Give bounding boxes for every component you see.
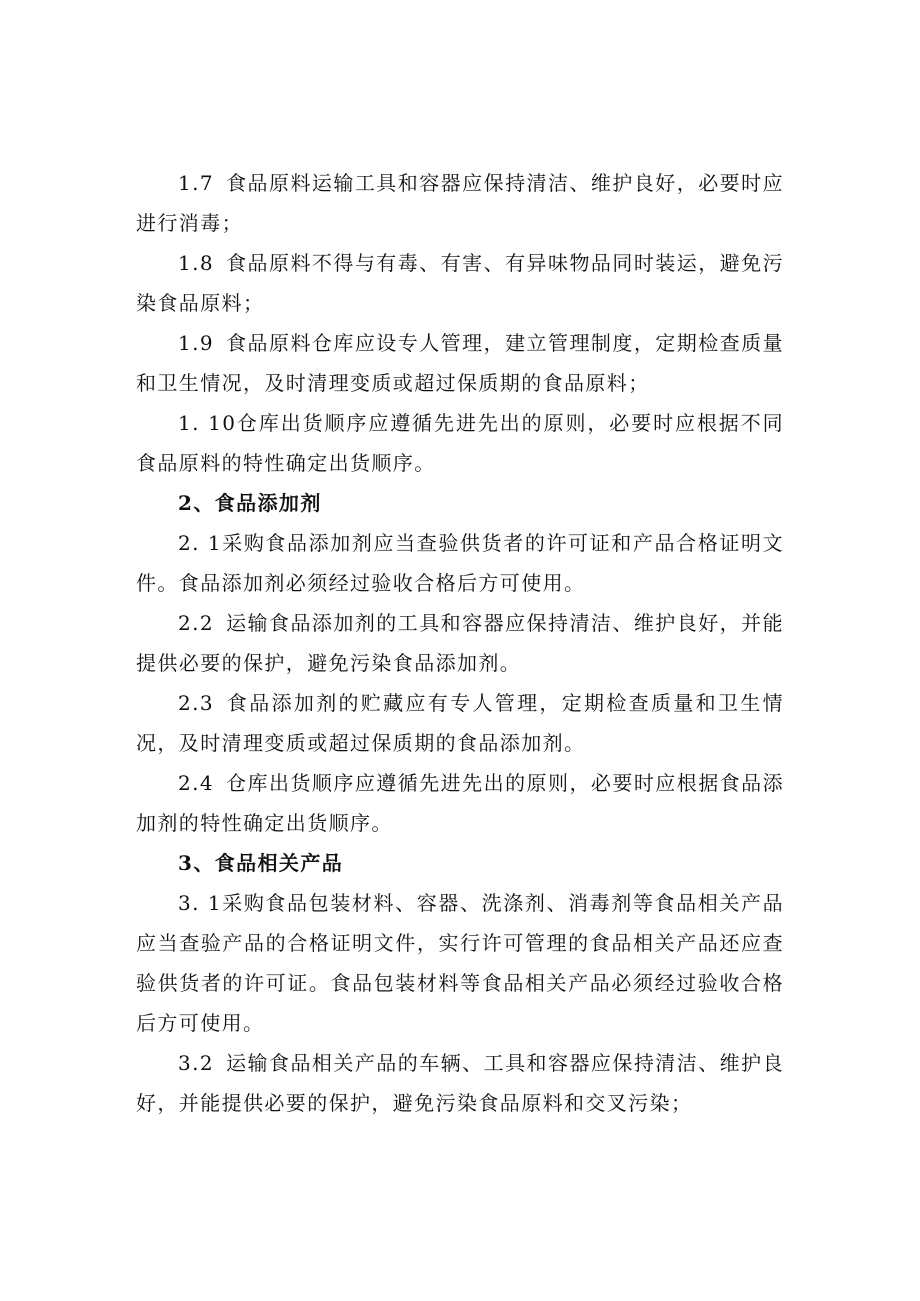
clause-text: 运输食品添加剂的工具和容器应保持清洁、维护良好，并能提供必要的保护，避免污染食品添加剂。: [136, 611, 784, 675]
clause-text: 运输食品相关产品的车辆、工具和容器应保持清洁、维护良好，并能提供必要的保护，避免污染食品原料和交叉污染；: [136, 1051, 784, 1115]
clause-number: 3. 1: [178, 891, 222, 915]
clause-3-2: [136, 1043, 784, 1123]
clause-1-8: [136, 243, 784, 323]
clause-number: 1.7: [178, 171, 215, 195]
clause-1-9: [136, 323, 784, 403]
clause-3-1: [136, 883, 784, 1043]
section-heading-food-related-products: 3、食品相关产品: [178, 851, 344, 875]
clause-2-1: [136, 523, 784, 603]
clause-number: 2.2: [178, 611, 215, 635]
clause-1-10: [136, 403, 784, 483]
clause-text: 采购食品添加剂应当查验供货者的许可证和产品合格证明文件。食品添加剂必须经过验收合格后方可使用。: [136, 531, 784, 595]
clause-2-4: [136, 763, 784, 843]
section-heading-food-additives: 2、食品添加剂: [178, 491, 322, 515]
clause-number: 2. 1: [178, 531, 222, 555]
clause-number: 2.4: [178, 771, 215, 795]
clause-2-2: [136, 603, 784, 683]
clause-text: 仓库出货顺序应遵循先进先出的原则，必要时应根据不同食品原料的特性确定出货顺序。: [136, 411, 785, 475]
clause-number: 2.3: [178, 691, 215, 715]
clause-text: 食品原料不得与有毒、有害、有异味物品同时装运，避免污染食品原料；: [136, 251, 784, 315]
clause-number: 1.9: [178, 331, 215, 355]
clause-text: 食品原料仓库应设专人管理，建立管理制度，定期检查质量和卫生情况，及时清理变质或超过保质期的食品原料；: [136, 331, 784, 395]
clause-text: 食品添加剂的贮藏应有专人管理，定期检查质量和卫生情况，及时清理变质或超过保质期的食品添加剂。: [136, 691, 784, 755]
clause-text: 食品原料运输工具和容器应保持清洁、维护良好，必要时应进行消毒；: [136, 171, 784, 235]
clause-text: 仓库出货顺序应遵循先进先出的原则，必要时应根据食品添加剂的特性确定出货顺序。: [136, 771, 784, 835]
clause-1-7: [136, 163, 784, 243]
clause-number: 1. 10: [178, 411, 237, 435]
document-body: [136, 163, 784, 1123]
clause-number: 1.8: [178, 251, 215, 275]
clause-2-3: [136, 683, 784, 763]
clause-number: 3.2: [178, 1051, 215, 1075]
clause-text: 采购食品包装材料、容器、洗涤剂、消毒剂等食品相关产品应当查验产品的合格证明文件，实行许可管理的食品相关产品还应查验供货者的许可证。食品包装材料等食品相关产品必须经过验收合格后方可使用。: [136, 891, 784, 1035]
